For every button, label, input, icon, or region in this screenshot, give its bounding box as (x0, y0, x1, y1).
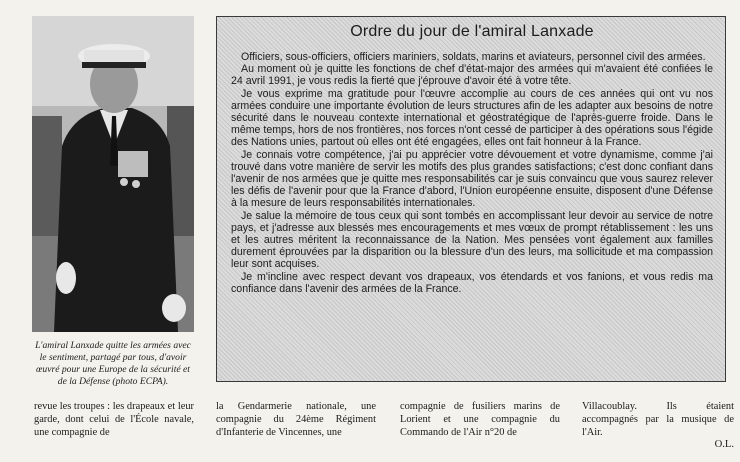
author-signature: O.L. (714, 439, 734, 450)
order-of-the-day-box (216, 16, 726, 382)
order-paragraph: Je salue la mémoire de tous ceux qui sont tombés en accomplissant leur devoir au service de notre pays, et j'adresse aux blessés mes encouragements et mes vœux de prompt rétablissement : les uns et les autres méritent la reconnaissance de la Nation. Mes pensées vont également aux familles durement éprouvées par la disparition ou la blessure d'un des leurs, ma sollicitude et ma compassion leur sont acquises. (231, 209, 713, 271)
admiral-portrait-icon (32, 16, 194, 332)
article-column-2: la Gendarmerie nationale, une compagnie du 24ème Régiment d'Infanterie de Vincennes, une (216, 401, 376, 438)
article-column-1: revue les troupes : les drapeaux et leur garde, dont celui de l'École navale, une compagnie de (34, 401, 194, 438)
order-paragraph: Je connais votre compétence, j'ai pu apprécier votre dévouement et votre dynamisme, comme j'ai trouvé dans votre manière de servir les motifs des plus grandes satisfactions; c'est donc confiant dans l'avenir de nos armées que je quitte mes responsabilités car je suis convaincu que vous saurez relever les défis de l'avenir pour que la France d'abord, l'Union européenne ensuite, disposent d'une Défense à la mesure de leurs responsabilités internationales. (231, 148, 713, 210)
order-paragraph: Je vous exprime ma gratitude pour l'œuvre accomplie au cours de ces années qui ont vu nos armées conduire une importante évolution de leurs structures afin de les adapter aux besoins de notre sécurité dans le nouveau contexte international et géostratégique de l'après-guerre froide. Dans le même temps, hors de nos frontières, nos forces n'ont cessé de participer à des opérations sous l'égide des Nations unies, partout où elles ont été engagées, elles ont fait honneur à la France. (231, 87, 713, 149)
article-column-4 (582, 400, 734, 451)
article-column-3: compagnie de fusiliers marins de Lorient et une compagnie du Commando de l'Air n°20 de (400, 401, 560, 438)
photo-caption: L'amiral Lanxade quitte les armées avec le sentiment, partagé par tous, d'avoir œuvré pour une Europe de la sécurité et de la Défense (photo ECPA). (35, 340, 191, 387)
article-column-4-text: Villacoublay. Ils étaient accompagnés par la musique de l'Air. (582, 401, 734, 438)
order-paragraph: Au moment où je quitte les fonctions de chef d'état-major des armées qui m'avaient été confiées le 24 avril 1991, je vous redis la fierté que j'éprouve d'avoir été à votre tête. (231, 63, 713, 88)
order-paragraph: Je m'incline avec respect devant vos drapeaux, vos étendards et vos fanions, et vous redis ma confiance dans l'avenir des armées de la France. (231, 270, 713, 295)
order-paragraph: Officiers, sous-officiers, officiers mariniers, soldats, marins et aviateurs, personnel civil des armées. (241, 51, 706, 63)
admiral-photo (32, 16, 194, 332)
order-title: Ordre du jour de l'amiral Lanxade (350, 23, 594, 40)
